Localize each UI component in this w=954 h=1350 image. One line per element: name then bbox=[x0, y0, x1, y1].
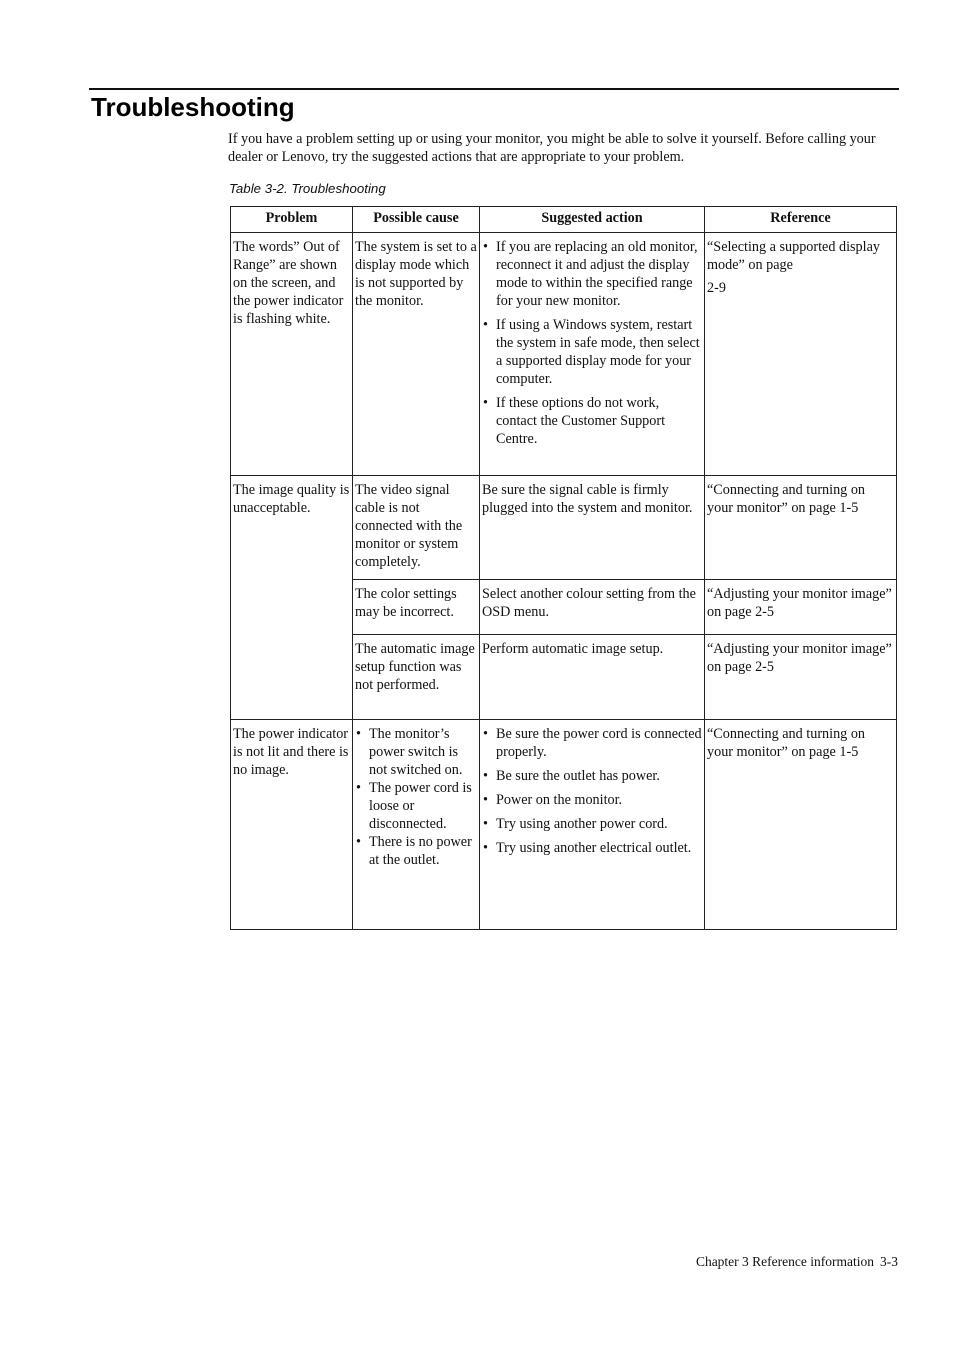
reference-cell: “Connecting and turning on your monitor” on page 1-5 bbox=[705, 720, 897, 930]
reference-cell bbox=[705, 233, 897, 476]
table-caption: Table 3-2. Troubleshooting bbox=[229, 181, 386, 196]
problem-cell: The image quality is unacceptable. bbox=[231, 476, 353, 720]
action-cell bbox=[480, 233, 705, 476]
list-item: • If using a Windows system, restart the system in safe mode, then select a supported display mode for your computer. bbox=[482, 316, 702, 388]
list-item: • If these options do not work, contact the Customer Support Centre. bbox=[482, 394, 702, 448]
list-item: • There is no power at the outlet. bbox=[355, 833, 477, 869]
list-item: • Be sure the outlet has power. bbox=[482, 767, 702, 785]
header-suggested-action: Suggested action bbox=[480, 207, 705, 233]
reference-text: “Selecting a supported display mode” on page bbox=[707, 239, 880, 273]
list-item: • Try using another power cord. bbox=[482, 815, 702, 833]
list-item: • Try using another electrical outlet. bbox=[482, 839, 702, 857]
reference-cell: “Adjusting your monitor image” on page 2-5 bbox=[705, 635, 897, 720]
list-item: • Be sure the power cord is connected properly. bbox=[482, 725, 702, 761]
action-cell: Select another colour setting from the OSD menu. bbox=[480, 580, 705, 635]
reference-cell: “Adjusting your monitor image” on page 2-5 bbox=[705, 580, 897, 635]
reference-page: 2-9 bbox=[707, 280, 726, 296]
list-item: • If you are replacing an old monitor, reconnect it and adjust the display mode to within the specified range for your new monitor. bbox=[482, 238, 702, 310]
problem-cell: The words” Out of Range” are shown on the screen, and the power indicator is flashing white. bbox=[231, 233, 353, 476]
header-reference: Reference bbox=[705, 207, 897, 233]
problem-cell: The power indicator is not lit and there is no image. bbox=[231, 720, 353, 930]
action-cell: Perform automatic image setup. bbox=[480, 635, 705, 720]
list-item: • The monitor’s power switch is not switched on. bbox=[355, 725, 477, 779]
cause-cell: The video signal cable is not connected with the monitor or system completely. bbox=[353, 476, 480, 580]
table-row bbox=[231, 233, 897, 476]
cause-cell bbox=[353, 720, 480, 930]
header-problem: Problem bbox=[231, 207, 353, 233]
action-cell: Be sure the signal cable is firmly plugged into the system and monitor. bbox=[480, 476, 705, 580]
page-footer bbox=[696, 1253, 898, 1271]
table-header-row bbox=[231, 207, 897, 233]
cause-cell: The color settings may be incorrect. bbox=[353, 580, 480, 635]
reference-cell: “Connecting and turning on your monitor” on page 1-5 bbox=[705, 476, 897, 580]
footer-chapter: Chapter 3 Reference information bbox=[695, 1254, 874, 1269]
table-row bbox=[231, 476, 897, 580]
cause-cell: The automatic image setup function was not performed. bbox=[353, 635, 480, 720]
page-title: Troubleshooting bbox=[91, 92, 295, 122]
table-row bbox=[231, 720, 897, 930]
list-item: • Power on the monitor. bbox=[482, 791, 702, 809]
troubleshooting-table bbox=[230, 206, 897, 930]
cause-cell: The system is set to a display mode which is not supported by the monitor. bbox=[353, 233, 480, 476]
footer-page-number: 3-3 bbox=[880, 1254, 898, 1269]
list-item: • The power cord is loose or disconnected. bbox=[355, 779, 477, 833]
intro-paragraph: If you have a problem setting up or using your monitor, you might be able to solve it yourself. Before calling your dealer or Lenovo, try the suggested actions that are appropriate to your problem. bbox=[228, 131, 876, 165]
action-cell bbox=[480, 720, 705, 930]
header-possible-cause: Possible cause bbox=[353, 207, 480, 233]
